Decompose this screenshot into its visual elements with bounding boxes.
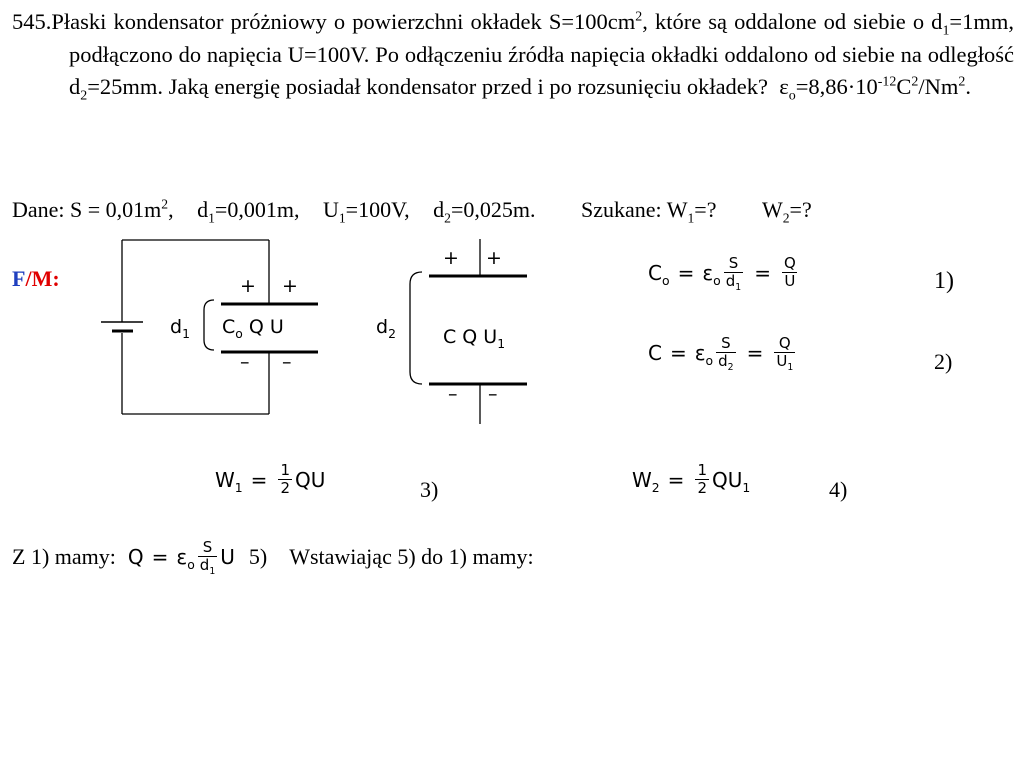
eq3-lhs: $W_1$ [215, 467, 243, 495]
c2-minus-left: – [448, 383, 458, 405]
given-d2: $d_2=0,025m$. [433, 197, 536, 226]
sought-w2: $W_2=$? [761, 197, 812, 226]
eq2-frac-2: $\frac{Q}{U_1}$ [776, 334, 794, 373]
eq1-eps: $\varepsilon_o$ [702, 260, 721, 288]
dane-label: Dane: [12, 197, 65, 222]
eq2-frac-1: $\frac{S}{d_2}$ [718, 334, 734, 373]
eq4-frac: $\frac{1}{2}$ [697, 461, 707, 497]
given-d1: $d_1=0,001m$, [197, 197, 300, 226]
equation-3: $W_1$ = $\frac{1}{2}$ QU [215, 461, 326, 497]
eq4-lhs: $W_2$ [632, 467, 660, 495]
fm-f: F [12, 266, 26, 291]
sought-w1: Szukane: $W_1=$? [580, 197, 717, 226]
c1-minus-left: – [240, 351, 250, 373]
derivation-line [12, 538, 534, 577]
eq1-lhs: $C_o$ [648, 260, 670, 288]
eq3-frac: $\frac{1}{2}$ [280, 461, 290, 497]
eq4-number: 4) [829, 477, 848, 502]
eq1-frac-1: $\frac{S}{d_1}$ [725, 254, 742, 293]
c1-cap-label: $C_o$ Q U [222, 316, 284, 341]
equation-4: $W_2$ = $\frac{1}{2}$ $QU_1$ [632, 461, 751, 497]
c1-d-label: $d_1$ [170, 316, 190, 341]
derivation-intro: Z 1) mamy: [12, 543, 116, 569]
problem-number: 545. [12, 9, 52, 34]
brace-d2 [410, 272, 422, 384]
c2-cap-label: C Q $U_1$ [443, 326, 506, 351]
given-u1: $U_1=100V$, [322, 197, 410, 226]
eq2-lhs: C [648, 340, 662, 365]
eq4-rhs: $QU_1$ [711, 467, 751, 495]
c2-plus-left: + [443, 247, 459, 269]
eq3-rhs: QU [294, 467, 326, 492]
equation-5: Q = $\varepsilon_o$ $\frac{S}{d_1}$ U [127, 538, 235, 577]
c1-minus-right: – [282, 351, 292, 373]
c2-minus-right: – [488, 383, 498, 405]
derivation-tail: Wstawiając 5) do 1) mamy: [289, 543, 534, 569]
eq3-number: 3) [420, 477, 439, 502]
fm-slash: / [25, 266, 32, 291]
eq5-frac: $\frac{S}{d_1}$ [199, 538, 216, 577]
problem-text: Płaski kondensator próżniowy o powierzchni okładek $S=100cm^2$, które są oddalone od siebie o $d_1=1mm$, podłączono do napięcia U=100V. Po odłączeniu źródła napięcia okładki oddalono od siebie na odległość $d_2=25mm$. Jaką energię posiadał kondensator przed i po rozsunięciu okładek? $\varepsilon_o=8,86\cdot 10^{-12}C^2/Nm^2$. [51, 9, 1014, 104]
given-s: $S = 0,01m^2$, [70, 196, 174, 222]
eq2-number: 2) [934, 349, 953, 374]
eq1-frac-2: $\frac{Q}{U}$ [783, 254, 796, 290]
c1-plus-right: + [282, 275, 298, 297]
brace-d1 [204, 300, 214, 350]
c1-plus-left: + [240, 275, 256, 297]
c2-d-label: $d_2$ [376, 316, 396, 341]
equation-1: $C_o$ = $\varepsilon_o$ $\frac{S}{d_1}$ = $\frac{Q}{U}$ [648, 254, 796, 293]
c2-plus-right: + [486, 247, 502, 269]
eq1-number: 1) [934, 268, 954, 294]
fm-m: M: [31, 266, 60, 291]
eq2-eps: $\varepsilon_o$ [694, 340, 714, 368]
equation-2: C = $\varepsilon_o$ $\frac{S}{d_2}$ = $\frac{Q}{U_1}$ [648, 334, 794, 373]
eq5-number: 5) [248, 543, 268, 569]
